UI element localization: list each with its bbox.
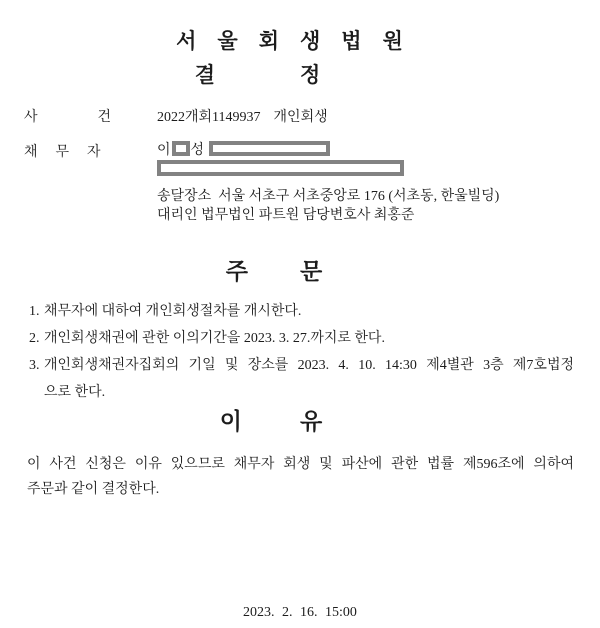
reason-line-2: 주문과 같이 결정한다. [27,482,160,497]
order-item-1-text [44,298,574,325]
debtor-name [157,139,330,159]
order-item-2-line-1: 개인회생채권에 관한 이의기간을 2023. 3. 27.까지로 한다. [44,331,385,346]
case-label: 사건 [24,110,172,125]
order-section-heading: 주문 [225,258,375,284]
redaction-box-personal-info [157,160,404,176]
order-item-1-number: 1. [29,304,40,319]
court-name-title: 서울회생법원 [176,30,424,53]
case-type: 개인회생 [273,110,328,125]
order-item-1 [29,298,574,325]
order-item-3-line-1: 개인회생채권자집회의 기일 및 장소를 2023. 4. 10. 14:30 제4별관 3층 제7호법정 [44,358,574,373]
debtor-label: 채무자 [24,145,119,160]
order-item-3 [29,352,574,406]
order-item-3-line-2: 으로 한다. [44,385,106,400]
reason-section-heading: 이유 [219,408,381,434]
order-list [29,298,574,406]
document-title: 결정 [194,64,406,87]
case-number: 2022개회1149937 [157,110,261,125]
order-item-2 [29,325,574,352]
reason-line-1: 이 사건 신청은 이유 있으므로 채무자 회생 및 파산에 관한 법률 제596조에 의하여 [27,457,574,472]
attorney-line: 대리인 법무법인 파트원 담당변호사 최홍준 [157,208,415,223]
reason-paragraph [27,452,574,502]
order-item-2-number: 2. [29,331,40,346]
service-address-line: 송달장소 서울 서초구 서초중앙로 176 (서초동, 한울빌딩) [157,189,500,204]
order-item-3-number: 3. [29,358,40,373]
decision-datetime: 2023. 2. 16. 15:00 [243,605,357,620]
case-value [157,106,328,126]
redaction-box-name-rest [209,141,330,156]
debtor-name-last-char: 성 [190,143,205,158]
debtor-name-surname: 이 [157,143,171,158]
order-item-3-text [44,352,574,406]
order-item-2-text [44,325,574,352]
redaction-box-name-char [172,141,190,156]
order-item-1-line-1: 채무자에 대하여 개인회생절차를 개시한다. [44,304,302,319]
